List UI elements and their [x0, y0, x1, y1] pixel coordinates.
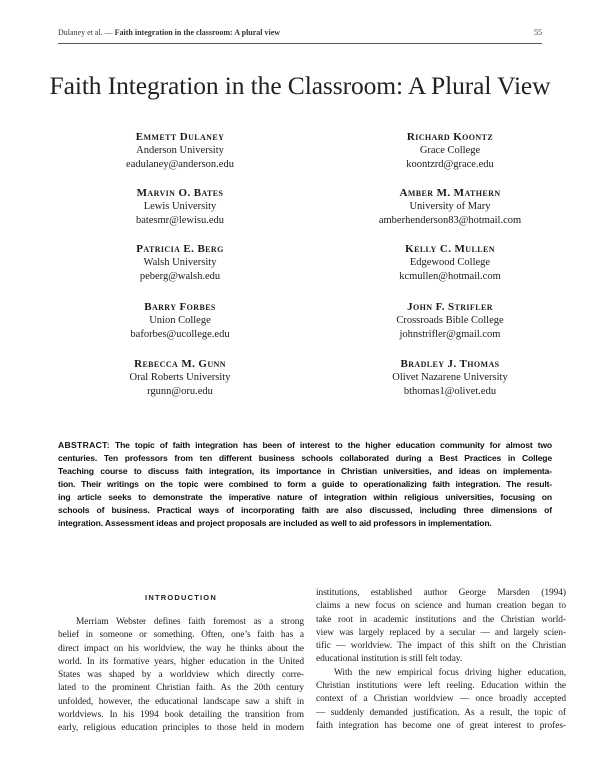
author-entry	[330, 130, 570, 172]
author-name: Emmett Dulaney	[135, 131, 225, 143]
body-line: With the new empirical focus driving higher education,	[334, 667, 566, 678]
author-name: John F. Strifler	[407, 301, 493, 313]
body-line: claims a new focus on science and human creation began to	[316, 601, 566, 612]
author-entry	[60, 242, 300, 284]
author-affiliation: Olivet Nazarene University	[392, 372, 508, 383]
running-head-left	[58, 28, 280, 37]
author-name: Barry Forbes	[144, 301, 216, 313]
body-column-right	[316, 587, 566, 733]
author-email: bthomas1@olivet.edu	[403, 386, 497, 397]
body-column-left	[58, 616, 304, 736]
author-affiliation: University of Mary	[409, 201, 491, 212]
body-line: worldviews. In his 1994 book detailing the transition from	[58, 710, 304, 721]
abstract-line: ing article seeks to demonstrate the imperative nature of integration within religious universities, focusing on	[58, 492, 552, 502]
body-line: institutions, established author George Marsden (1994)	[316, 588, 566, 598]
author-email: johnstrifler@gmail.com	[399, 329, 501, 340]
author-entry	[60, 300, 300, 342]
author-email: kcmullen@hotmail.com	[399, 271, 501, 282]
author-entry	[330, 300, 570, 342]
article-title: Faith Integration in the Classroom: A Plural View	[49, 71, 551, 100]
body-line: tific — worldview. The impact of this shift on the Christian	[316, 641, 566, 652]
author-email: rgunn@oru.edu	[147, 386, 213, 397]
body-line: belief in someone or something. Often, one’s faith has a	[58, 630, 304, 641]
body-line: unfolded, however, the educational landscape saw a shift in	[58, 696, 304, 707]
author-affiliation: Walsh University	[143, 257, 217, 268]
author-name: Amber M. Mathern	[399, 187, 501, 199]
abstract-line: centuries. Ten professors from ten different business schools collaborated during a Best Practices in College	[58, 453, 552, 463]
author-affiliation: Grace College	[419, 145, 481, 156]
author-entry	[330, 186, 570, 228]
body-line: States was shaped by a worldview which directly corre-	[58, 670, 304, 681]
author-email: amberhenderson83@hotmail.com	[378, 215, 522, 226]
body-line: educational institution is still felt today.	[316, 654, 463, 665]
abstract	[58, 439, 552, 530]
abstract-line: The topic of faith integration has been of interest to the higher education community for almost two	[114, 440, 552, 450]
abstract-line: integration. Assessment ideas and project proposals are included as well to aid professors in implementation.	[58, 518, 492, 528]
author-name: Bradley J. Thomas	[400, 358, 500, 370]
body-line: take root in academic institutions and the Christian world-	[316, 614, 566, 625]
body-line: lated to the prominent Christian faith. As the 20th century	[58, 683, 304, 694]
author-affiliation: Union College	[149, 315, 211, 326]
body-line: world. In its formative years, higher education in the United	[58, 656, 304, 667]
page-number: 55	[534, 28, 542, 37]
abstract-label: ABSTRACT:	[58, 440, 110, 450]
header-rule	[58, 43, 542, 44]
author-name: Patricia E. Berg	[136, 243, 224, 255]
abstract-line: schools of business. Practical ways of incorporating faith are also discussed, including three dimensions of	[58, 505, 552, 515]
running-head-article: Faith integration in the classroom: A plural view	[114, 28, 281, 37]
abstract-line: tion. Their writings on the topic were combined to form a guide to operationalizing faith integration. The result-	[58, 479, 552, 489]
author-name: Marvin O. Bates	[136, 187, 224, 199]
body-line: early, religious education principles to those held in modern	[58, 723, 304, 734]
section-heading: INTRODUCTION	[145, 593, 217, 602]
author-affiliation: Anderson University	[136, 145, 224, 156]
body-line: view was largely replaced by a secular — and largely scien-	[316, 627, 566, 638]
body-line: Merriam Webster defines faith foremost as a strong	[76, 617, 304, 627]
author-entry	[60, 357, 300, 399]
body-line: faith integration has become one of great interest to profes-	[316, 720, 566, 731]
author-name: Richard Koontz	[406, 131, 494, 143]
author-affiliation: Crossroads Bible College	[396, 315, 504, 326]
running-head	[58, 28, 542, 37]
author-affiliation: Edgewood College	[409, 257, 491, 268]
author-entry	[330, 242, 570, 284]
author-email: baforbes@ucollege.edu	[130, 329, 230, 340]
author-name: Rebecca M. Gunn	[134, 358, 226, 370]
author-entry	[330, 357, 570, 399]
body-line: — suddenly demanded justification. As a result, the topic of	[316, 707, 566, 718]
body-line: Christian institutions were left reeling. Education within the	[316, 681, 566, 692]
abstract-line: Teaching course to discuss faith integration, its importance in Christian universities, and ideas on implementa-	[58, 466, 552, 476]
author-affiliation: Lewis University	[143, 201, 217, 212]
body-line: context of a Christian worldview — once broadly accepted	[316, 694, 566, 705]
author-entry	[60, 130, 300, 172]
author-email: eadulaney@anderson.edu	[126, 159, 234, 170]
author-email: koontzrd@grace.edu	[406, 159, 494, 170]
author-name: Kelly C. Mullen	[405, 243, 495, 255]
author-email: batesmr@lewisu.edu	[135, 215, 225, 226]
author-affiliation: Oral Roberts University	[129, 372, 231, 383]
body-line: direct impact on his worldview, the way he thinks about the	[58, 643, 304, 654]
running-head-authors: Dulaney et al. —	[58, 28, 113, 37]
author-entry	[60, 186, 300, 228]
author-email: peberg@walsh.edu	[139, 271, 221, 282]
